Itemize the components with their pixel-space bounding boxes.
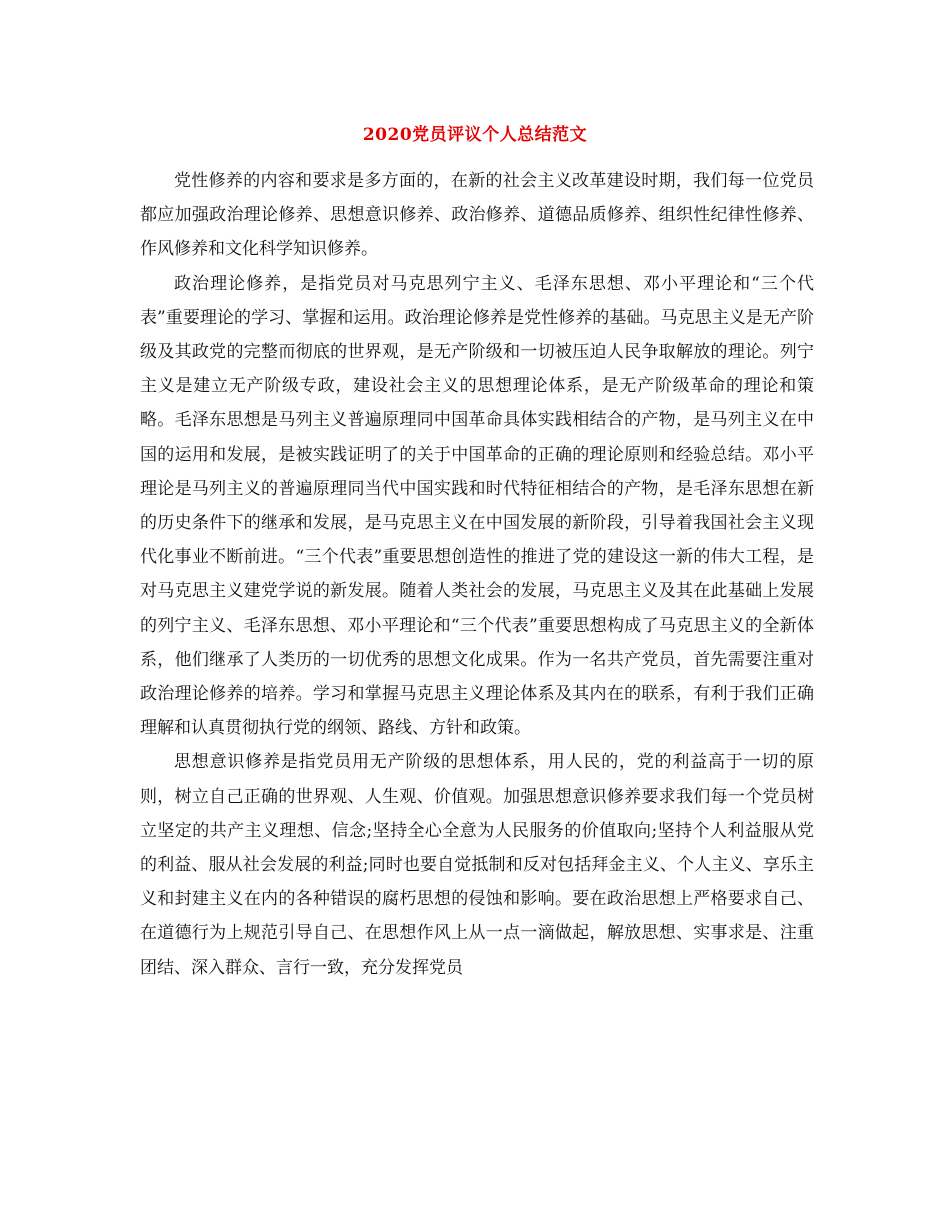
document-title: 2020党员评议个人总结范文 (362, 125, 588, 145)
paragraph-political-theory: 政治理论修养，是指党员对马克思列宁主义、毛泽东思想、邓小平理论和“三个代表”重要理论的学习、掌握和运用。政治理论修养是党性修养的基础。马克思主义是无产阶级及其政党的完整而彻底的世界观，是无产阶级和一切被压迫人民争取解放的理论。列宁主义是建立无产阶级专政，建设社会主义的思想理论体系，是无产阶级革命的理论和策略。毛泽东思想是马列主义普遍原理同中国革命具体实践相结合的产物，是马列主义在中国的运用和发展，是被实践证明了的关于中国革命的正确的理论原则和经验总结。邓小平理论是马列主义的普遍原理同当代中国实践和时代特征相结合的产物，是毛泽东思想在新的历史条件下的继承和发展，是马克思主义在中国发展的新阶段，引导着我国社会主义现代化事业不断前进。“三个代表”重要思想创造性的推进了党的建设这一新的伟大工程，是对马克思主义建党学说的新发展。随着人类社会的发展，马克思主义及其在此基础上发展的列宁主义、毛泽东思想、邓小平理论和“三个代表”重要思想构成了马克思主义的全新体系，他们继承了人类历的一切优秀的思想文化成果。作为一名共产党员，首先需要注重对政治理论修养的培养。学习和掌握马克思主义理论体系及其内在的联系，有利于我们正确理解和认真贯彻执行党的纲领、路线、方针和政策。 (140, 273, 814, 739)
document-body (140, 164, 814, 985)
paragraph-party-spirit-intro: 党性修养的内容和要求是多方面的，在新的社会主义改革建设时期，我们每一位党员都应加强政治理论修养、思想意识修养、政治修养、道德品质修养、组织性纪律性修养、作风修养和文化科学知识修养。 (140, 171, 814, 260)
paragraph-ideological-awareness: 思想意识修养是指党员用无产阶级的思想体系，用人民的，党的利益高于一切的原则，树立自己正确的世界观、人生观、价值观。加强思想意识修养要求我们每一个党员树立坚定的共产主义理想、信念;坚持全心全意为人民服务的价值取向;坚持个人利益服从党的利益、服从社会发展的利益;同时也要自觉抵制和反对包括拜金主义、个人主义、享乐主义和封建主义在内的各种错误的腐朽思想的侵蚀和影响。要在政治思想上严格要求自己、在道德行为上规范引导自己、在思想作风上从一点一滴做起，解放思想、实事求是、注重团结、深入群众、言行一致，充分发挥党员 (140, 752, 814, 978)
